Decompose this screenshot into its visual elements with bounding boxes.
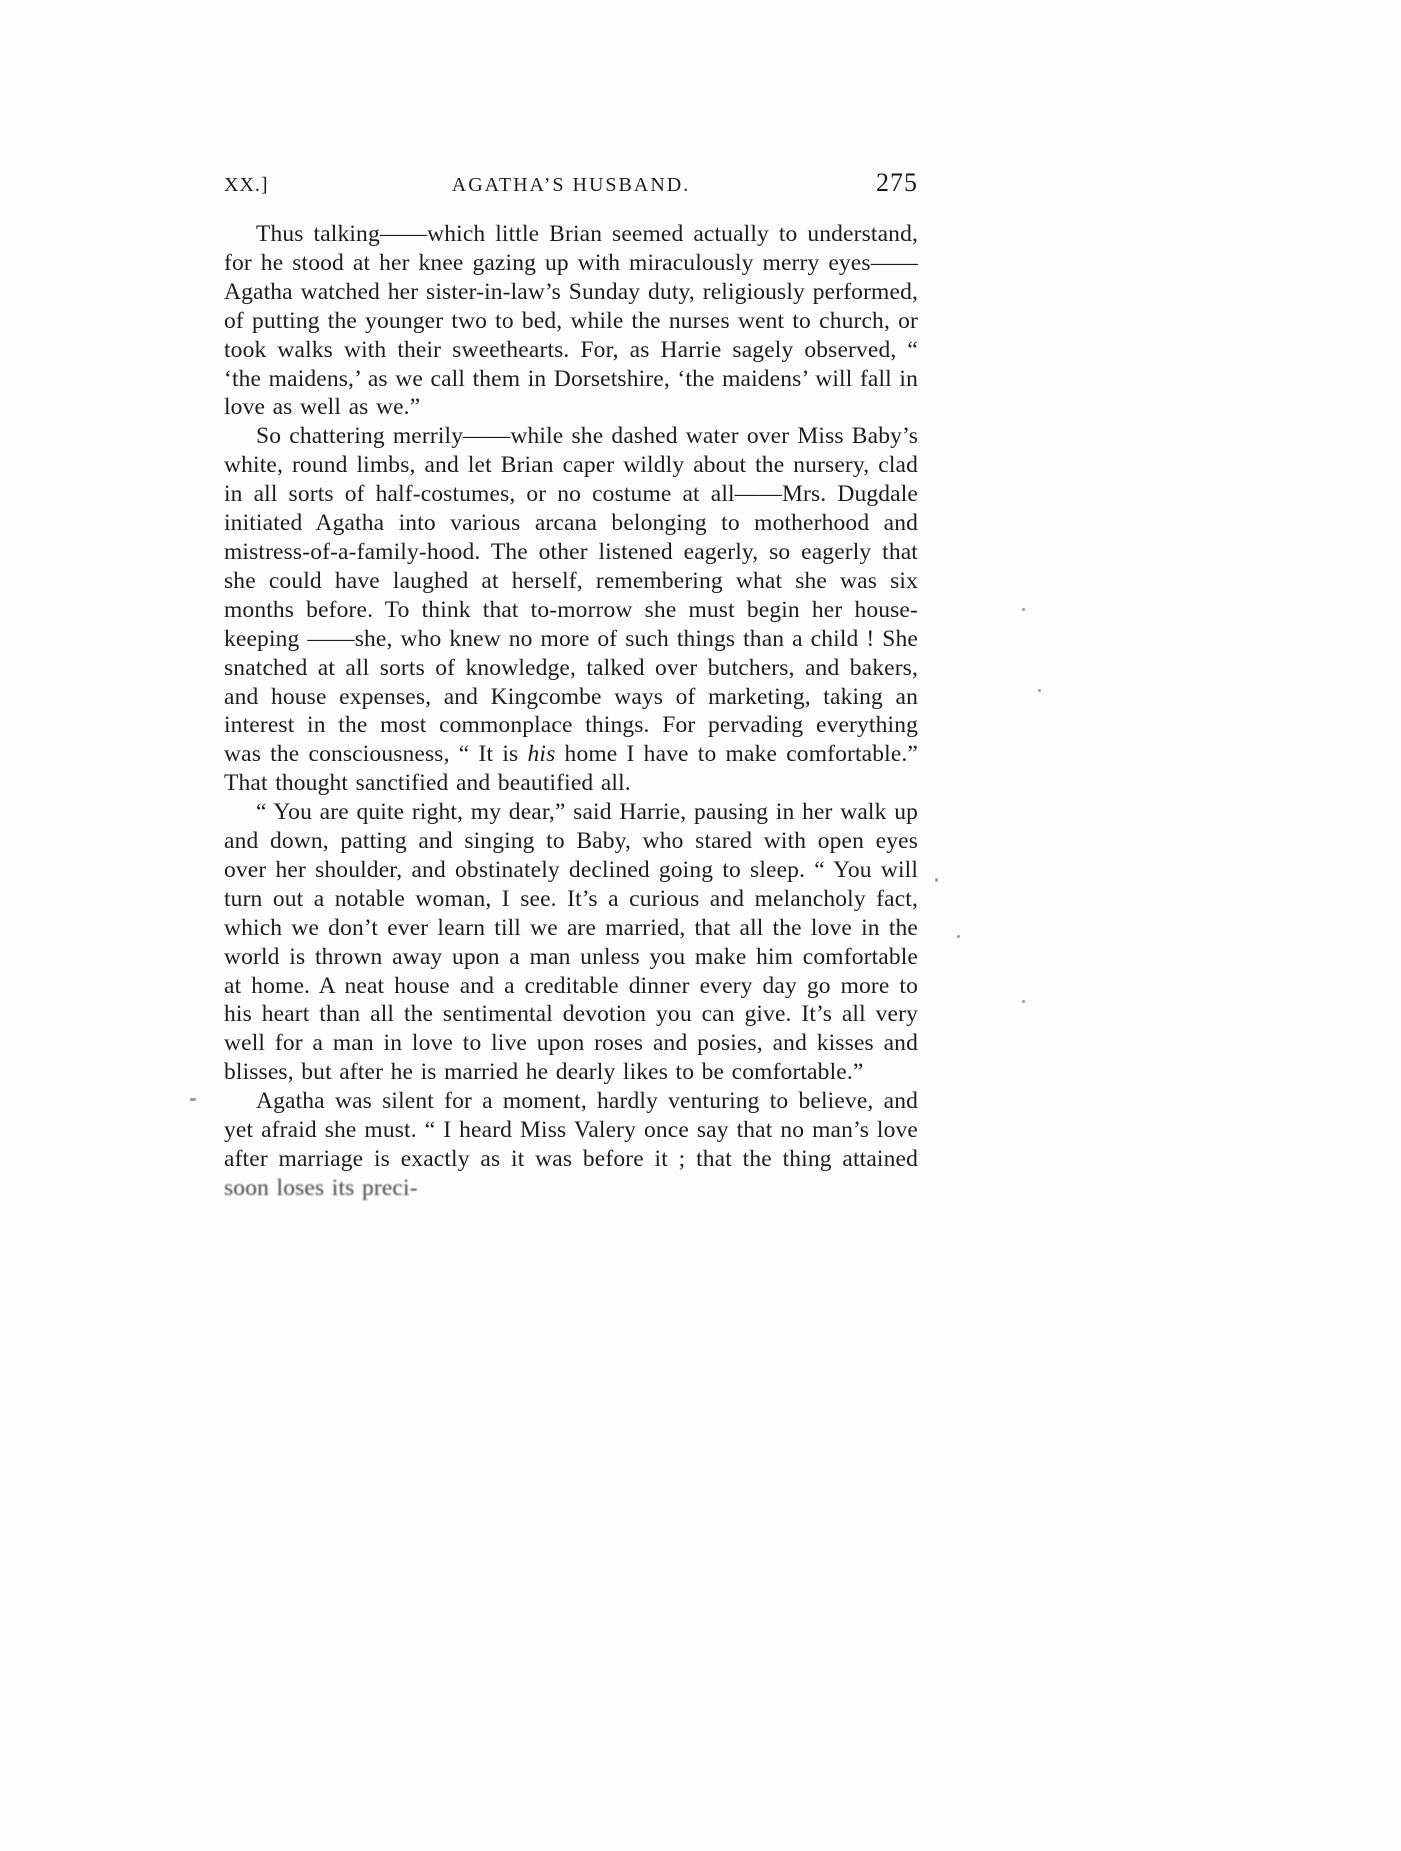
scan-speck bbox=[190, 1098, 196, 1101]
paragraph-segment: Agatha was silent for a moment, hardly venturing to believe, and yet afraid she must. “ I heard Miss Valery once say that no man’s love after marriage is exactly as it was before it ; that the thing attained bbox=[224, 1088, 918, 1172]
scan-speck bbox=[935, 878, 938, 882]
paragraph-segment: So chattering merrily——while she dashed water over Miss Baby’s white, round limbs, and let Brian caper wildly about the nursery, clad in all sorts of half-costumes, or no costume at all——Mrs. Dugdale initiated Agatha into various arcana belonging to motherhood and mistress-of-a-family-hood. The other listened eagerly, so eagerly that she could have laughed at herself, remembering what she was six months before. To think that to-morrow she must begin her house-keeping ——she, who knew no more of such things than a child ! She snatched at all sorts of knowledge, talked over butchers, and bakers, and house expenses, and Kingcombe ways of marketing, taking an interest in the most commonplace things. For pervading everything was the consciousness, “ It is bbox=[224, 423, 918, 768]
scan-speck bbox=[1038, 689, 1041, 692]
page-number: 275 bbox=[876, 168, 918, 197]
scan-speck bbox=[1022, 608, 1025, 611]
paragraph-segment: his bbox=[527, 741, 556, 768]
paragraph-segment: Thus talking——which little Brian seemed actually to understand, for he stood at her knee gazing up with miraculously merry eyes——Agatha watched her sister-in-law’s Sunday duty, religiously performed, of putting the younger two to bed, while the nurses went to church, or took walks with their sweethearts. For, as Harrie sagely observed, “ ‘the maidens,’ as we call them in Dorsetshire, ‘the maidens’ will fall in love as well as we.” bbox=[224, 221, 918, 421]
chapter-marker: XX.] bbox=[224, 174, 269, 196]
paragraph-segment: “ You are quite right, my dear,” said Harrie, pausing in her walk up and down, patting and singing to Baby, who stared with open eyes over her shoulder, and obstinately declined going to sleep. “ You will turn out a notable woman, I see. It’s a curious and melancholy fact, which we don’t ever learn till we are married, that all the love in the world is thrown away upon a man unless you make him comfortable at home. A neat house and a creditable dinner every day go more to his heart than all the sentimental devotion you can give. It’s all very well for a man in love to live upon roses and posies, and kisses and blisses, but after he is married he dearly likes to be comfortable.” bbox=[224, 799, 918, 1086]
text-block bbox=[224, 220, 918, 1203]
paragraph bbox=[224, 1087, 918, 1203]
paragraph-segment: home I have to make comfortable.” That thought sanctified and beautified all. bbox=[224, 741, 918, 797]
paragraph bbox=[224, 798, 918, 1087]
scan-speck bbox=[1022, 1000, 1025, 1003]
scan-speck bbox=[957, 935, 960, 938]
book-page bbox=[224, 168, 918, 1203]
paragraph-segment: soon loses its preci- bbox=[224, 1174, 418, 1201]
paragraph bbox=[224, 422, 918, 798]
running-title: AGATHA’S HUSBAND. bbox=[451, 174, 691, 196]
page-header bbox=[224, 168, 918, 198]
paragraph bbox=[224, 220, 918, 422]
